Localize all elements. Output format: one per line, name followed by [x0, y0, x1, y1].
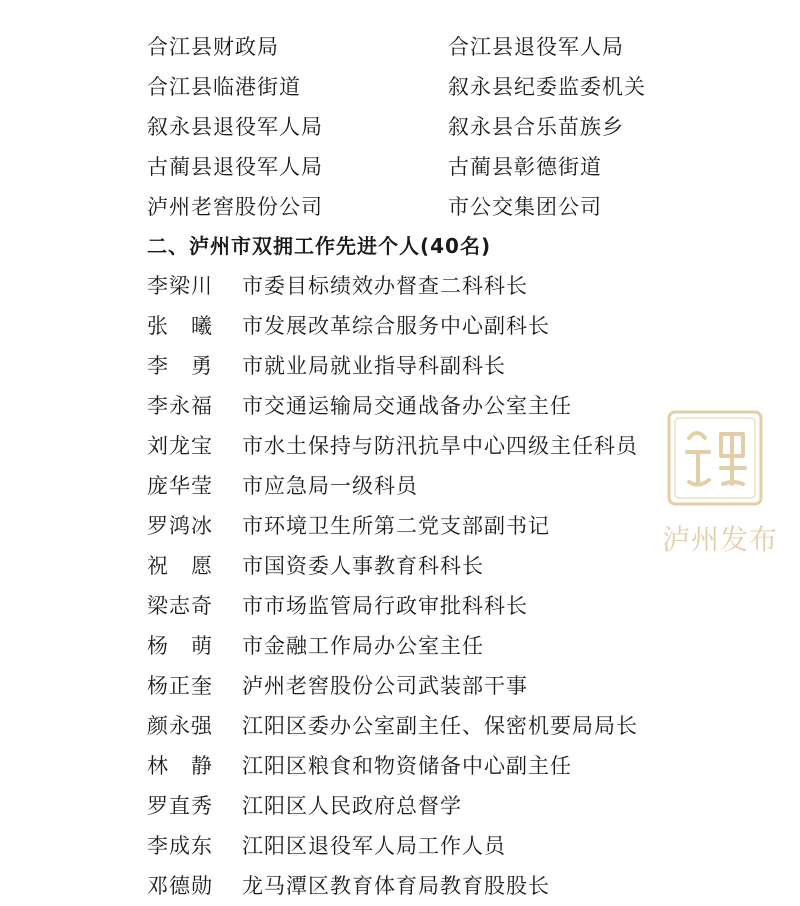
- person-row: [147, 786, 707, 826]
- person-row: [147, 666, 707, 706]
- person-title: 市水土保持与防汛抗旱中心四级主任科员: [242, 434, 638, 458]
- person-title: 市发展改革综合服务中心副科长: [242, 314, 550, 338]
- organization-row: [147, 187, 707, 227]
- organization-row: [147, 27, 707, 67]
- person-name: 李梁川: [147, 274, 213, 298]
- section-heading: 二、泸州市双拥工作先进个人(40名): [147, 234, 492, 258]
- person-row: [147, 506, 707, 546]
- person-title: 江阳区退役军人局工作人员: [242, 834, 506, 858]
- person-row: [147, 306, 707, 346]
- organization-name: 合江县临港街道: [147, 75, 301, 99]
- person-row: [147, 266, 707, 306]
- person-name: 罗鸿冰: [147, 514, 213, 538]
- organization-name: 市公交集团公司: [448, 195, 602, 219]
- person-title: 江阳区委办公室副主任、保密机要局局长: [242, 714, 638, 738]
- person-row: [147, 466, 707, 506]
- person-name: 罗直秀: [147, 794, 213, 818]
- person-row: [147, 346, 707, 386]
- person-title: 泸州老窖股份公司武装部干事: [242, 674, 528, 698]
- person-name: 刘龙宝: [147, 434, 213, 458]
- person-name: 李成东: [147, 834, 213, 858]
- person-name: 林 静: [147, 754, 213, 778]
- person-name: 梁志奇: [147, 594, 213, 618]
- person-name: 庞华莹: [147, 474, 213, 498]
- watermark-caption: 泸州发布: [661, 523, 778, 556]
- person-name: 杨正奎: [147, 674, 213, 698]
- person-row: [147, 826, 707, 866]
- organization-name: 叙永县合乐苗族乡: [448, 115, 624, 139]
- person-name: 李 勇: [147, 354, 213, 378]
- organization-row: [147, 67, 707, 107]
- person-row: [147, 546, 707, 586]
- person-title: 市金融工作局办公室主任: [242, 634, 484, 658]
- person-row: [147, 746, 707, 786]
- organization-name: 泸州老窖股份公司: [147, 195, 323, 219]
- person-title: 市应急局一级科员: [242, 474, 418, 498]
- organization-name: 古蔺县退役军人局: [147, 155, 323, 179]
- person-row: [147, 386, 707, 426]
- person-title: 江阳区粮食和物资储备中心副主任: [242, 754, 572, 778]
- person-title: 市环境卫生所第二党支部副书记: [242, 514, 550, 538]
- organization-name: 叙永县退役军人局: [147, 115, 323, 139]
- person-title: 市交通运输局交通战备办公室主任: [242, 394, 572, 418]
- person-row: [147, 866, 707, 906]
- person-row: [147, 586, 707, 626]
- person-row: [147, 426, 707, 466]
- person-title: 市就业局就业指导科副科长: [242, 354, 506, 378]
- organization-name: 合江县退役军人局: [448, 35, 624, 59]
- person-title: 市市场监管局行政审批科科长: [242, 594, 528, 618]
- person-row: [147, 706, 707, 746]
- organization-list: [147, 27, 707, 227]
- person-name: 祝 愿: [147, 554, 213, 578]
- organization-name: 叙永县纪委监委机关: [448, 75, 646, 99]
- person-name: 邓德勋: [147, 874, 213, 898]
- watermark-logo: [645, 400, 795, 580]
- person-name: 颜永强: [147, 714, 213, 738]
- person-name: 李永福: [147, 394, 213, 418]
- organization-name: 古蔺县彰德街道: [448, 155, 602, 179]
- person-row: [147, 626, 707, 666]
- organization-row: [147, 107, 707, 147]
- person-title: 市国资委人事教育科科长: [242, 554, 484, 578]
- organization-name: 合江县财政局: [147, 35, 279, 59]
- organization-row: [147, 147, 707, 187]
- person-title: 江阳区人民政府总督学: [242, 794, 462, 818]
- person-title: 龙马潭区教育体育局教育股股长: [242, 874, 550, 898]
- people-list: [147, 266, 707, 906]
- person-name: 张 曦: [147, 314, 213, 338]
- person-name: 杨 萌: [147, 634, 213, 658]
- seal-stamp-icon: [665, 408, 765, 508]
- person-title: 市委目标绩效办督查二科科长: [242, 274, 528, 298]
